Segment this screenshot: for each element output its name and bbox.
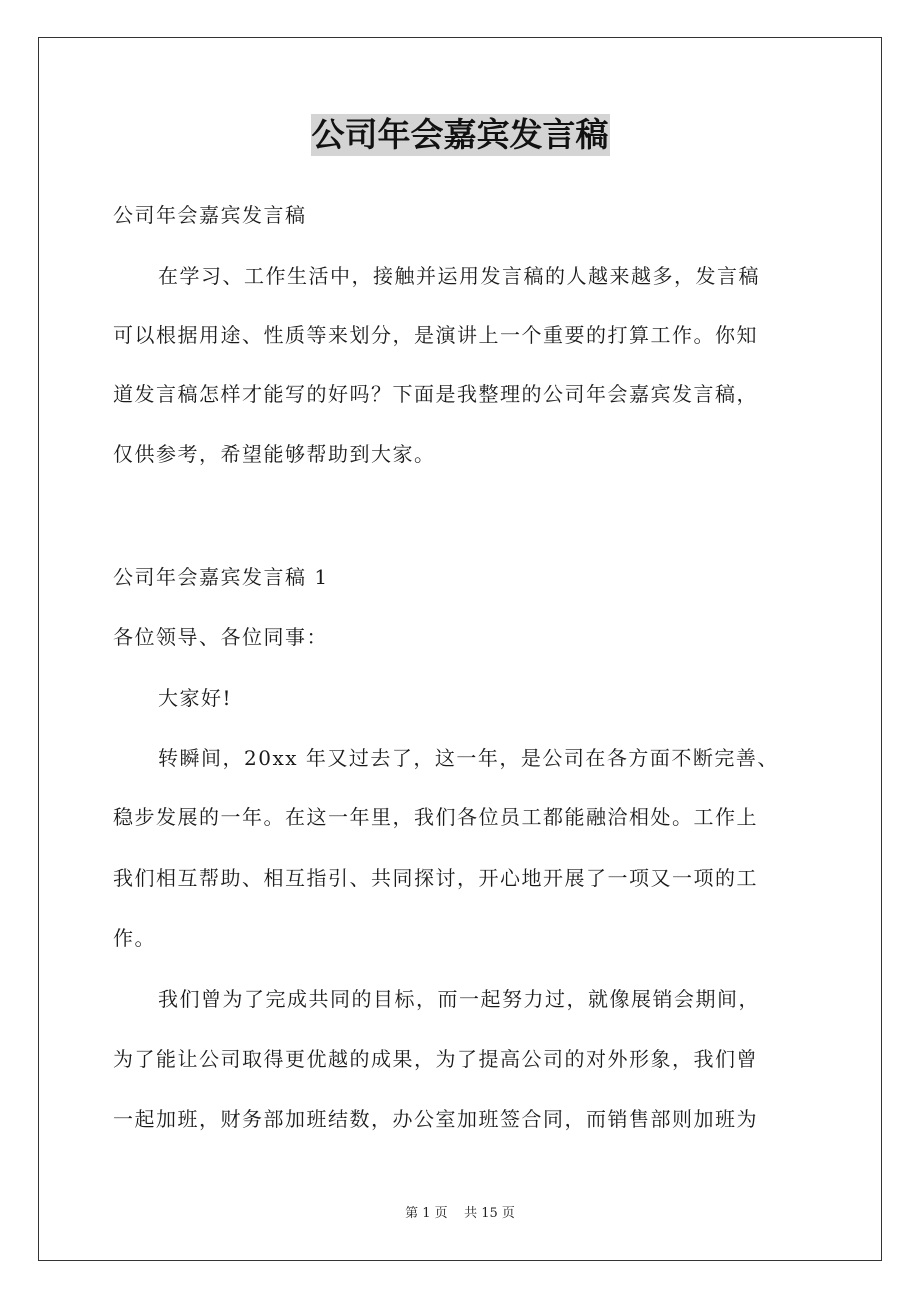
intro-line-3: 道发言稿怎样才能写的好吗？下面是我整理的公司年会嘉宾发言稿， [113,382,758,406]
paragraph1-line-3: 我们相互帮助、相互指引、共同探讨，开心地开展了一项又一项的工 [113,866,758,890]
paragraph2-line-1: 我们曾为了完成共同的目标，而一起努力过，就像展销会期间， [158,987,760,1011]
paragraph2-line-3: 一起加班，财务部加班结数，办公室加班签合同，而销售部则加班为 [113,1107,758,1131]
document-subtitle: 公司年会嘉宾发言稿 [113,203,307,227]
document-title: 公司年会嘉宾发言稿 [311,115,609,154]
paragraph1-line-1: 转瞬间，20xx 年又过去了，这一年，是公司在各方面不断完善、 [158,746,779,770]
paragraph1-line-4: 作。 [113,926,156,950]
section-heading: 公司年会嘉宾发言稿 1 [113,565,329,589]
intro-line-2: 可以根据用途、性质等来划分，是演讲上一个重要的打算工作。你知 [113,323,758,347]
salutation: 各位领导、各位同事： [113,625,328,649]
greeting: 大家好! [158,686,233,710]
paragraph1-line-2: 稳步发展的一年。在这一年里，我们各位员工都能融洽相处。工作上 [113,805,758,829]
paragraph2-line-2: 为了能让公司取得更优越的成果，为了提高公司的对外形象，我们曾 [113,1047,758,1071]
title-container [0,114,920,156]
page-footer: 第 1 页 共 15 页 [405,1206,515,1221]
intro-line-1: 在学习、工作生活中，接触并运用发言稿的人越来越多，发言稿 [158,264,760,288]
intro-line-4: 仅供参考，希望能够帮助到大家。 [113,442,436,466]
